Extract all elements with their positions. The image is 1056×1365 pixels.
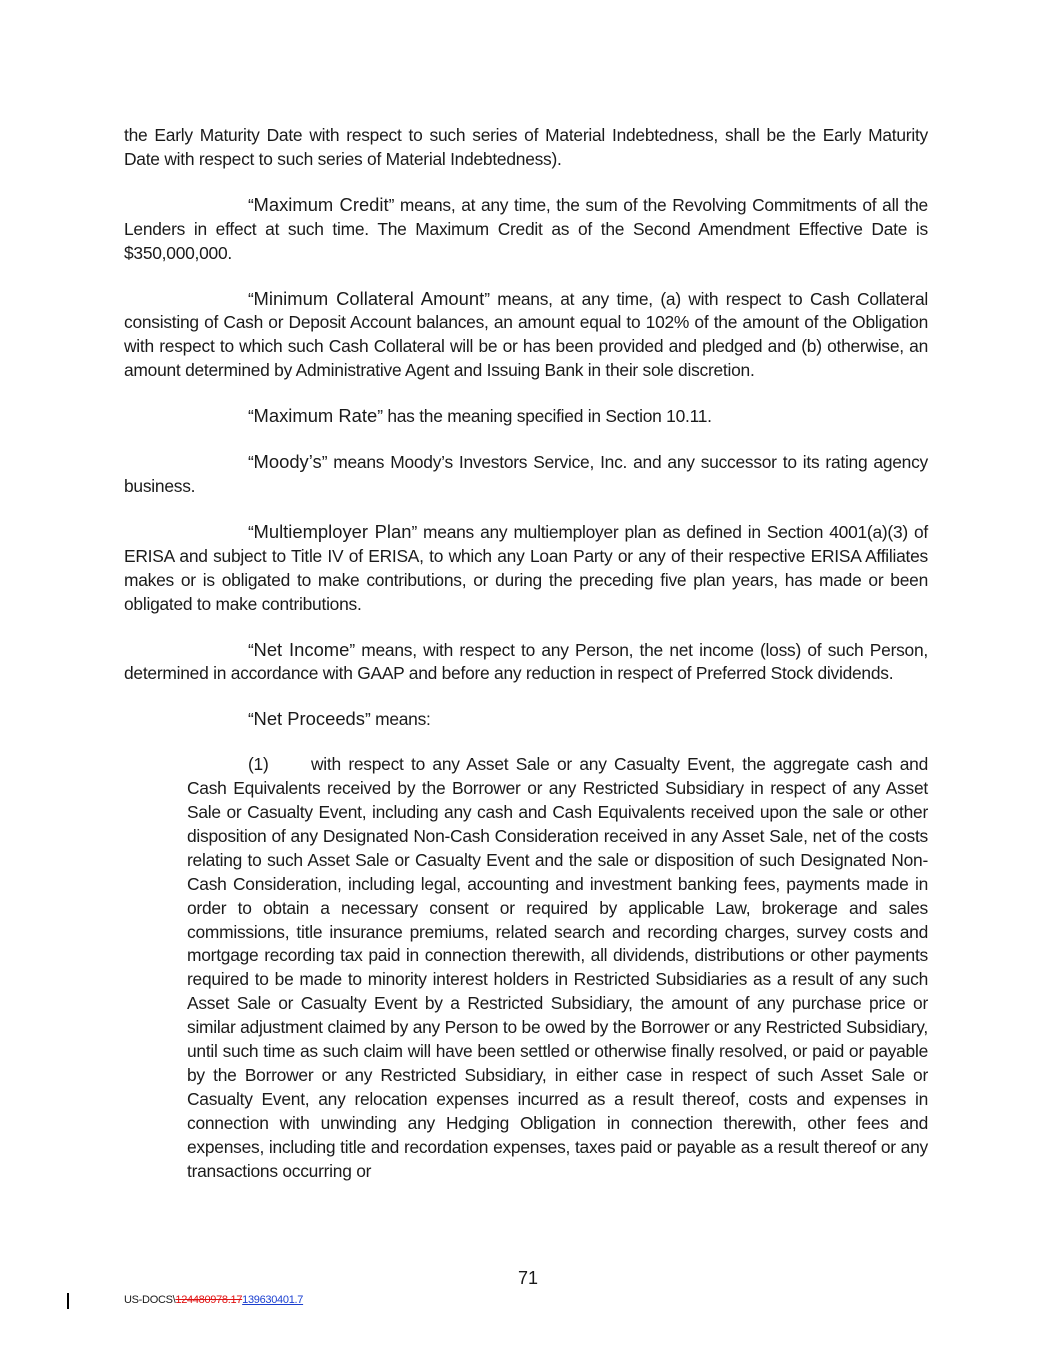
close-quote: ” xyxy=(411,521,417,542)
defined-term: Net Proceeds xyxy=(253,708,365,730)
document-id-footer xyxy=(124,1294,303,1306)
open-quote: “ xyxy=(248,709,254,730)
definition-text: means, with respect to any Person, the net income (loss) of such Person, determined in accordance with GAAP and before any reduction in respect of Preferred Stock dividends. xyxy=(124,639,928,684)
page-number: 71 xyxy=(517,1268,539,1288)
defined-term: Moody’s xyxy=(253,451,322,473)
definition-minimum-collateral-amount xyxy=(124,287,928,384)
revision-change-bar xyxy=(67,1293,69,1309)
open-quote: “ xyxy=(248,194,254,215)
defined-term: Net Income xyxy=(253,638,350,660)
definition-net-proceeds xyxy=(124,707,928,732)
document-body xyxy=(124,124,928,1184)
list-number: (1) xyxy=(248,754,269,775)
list-item-text: with respect to any Asset Sale or any Casualty Event, the aggregate cash and Cash Equivalents received by the Borrower or any Restricted Subsidiary in respect of any Asset Sale or Casualty Event, including any cash and Cash Equivalents received upon the sale or other disposition of any Designated Non-Cash Consideration received in any Asset Sale, net of the costs relating to such Asset Sale or Casualty Event and the sale or disposition of such Designated Non-Cash Consideration, including legal, accounting and investment banking fees, payments made in order to obtain a necessary consent or required by applicable Law, brokerage and sales commissions, title insurance premiums, related search and recording charges, survey costs and mortgage recording tax paid in connection therewith, all dividends, distributions or other payments required to be made to minority interest holders in Restricted Subsidiaries as a result of any such Asset Sale or Casualty Event by a Restricted Subsidiary, the amount of any purchase price or similar adjustment claimed by any Person to be owed by the Borrower or any Restricted Subsidiary, until such time as such claim will have been settled or otherwise finally resolved, or paid or payable by the Borrower or any Restricted Subsidiary, in either case in respect of such Asset Sale or Casualty Event, any relocation expenses incurred as a result thereof, costs and expenses in connection with unwinding any Hedging Obligation in connection therewith, other fees and expenses, including title and recordation expenses, taxes paid or payable as a result thereof or any transactions occurring or xyxy=(187,754,928,1181)
definition-text: means, at any time, (a) with respect to Cash Collateral consisting of Cash or Deposit Account balances, an amount equal to 102% of the amount of the Obligation with respect to which such Cash Collateral will be or has been provided and pledged and (b) otherwise, an amount determined by Administrative Agent and Issuing Bank in their sole discretion. xyxy=(124,288,928,381)
definition-text: means, at any time, the sum of the Revolving Commitments of all the Lenders in effect at such time. The Maximum Credit as of the Second Amendment Effective Date is $350,000,000. xyxy=(124,194,928,263)
open-quote: “ xyxy=(248,452,254,473)
definition-maximum-rate xyxy=(124,404,928,429)
close-quote: ” xyxy=(377,406,383,427)
definition-moodys xyxy=(124,450,928,499)
close-quote: ” xyxy=(364,709,371,730)
close-quote: ” xyxy=(321,452,328,473)
open-quote: “ xyxy=(248,639,254,660)
inserted-doc-id: 139630401.7 xyxy=(242,1294,304,1306)
close-quote: ” xyxy=(349,639,355,660)
deleted-doc-id: 124480978.17 xyxy=(175,1294,243,1306)
open-quote: “ xyxy=(248,288,254,309)
definition-text: means any multiemployer plan as defined in Section 4001(a)(3) of ERISA and subject to Title IV of ERISA, to which any Loan Party or any of their respective ERISA Affiliates makes or is obligated to make contributions, or during the preceding five plan years, has made or been obligated to make contributions. xyxy=(124,521,928,614)
open-quote: “ xyxy=(248,406,254,427)
defined-term: Maximum Credit xyxy=(253,193,389,215)
defined-term: Minimum Collateral Amount xyxy=(253,287,485,309)
defined-term: Multiemployer Plan xyxy=(253,520,412,542)
open-quote: “ xyxy=(248,521,254,542)
definition-net-income xyxy=(124,638,928,687)
definition-text: has the meaning specified in Section 10.11. xyxy=(382,406,712,427)
definition-multiemployer-plan xyxy=(124,520,928,617)
defined-term: Maximum Rate xyxy=(253,405,378,427)
definition-maximum-credit xyxy=(124,193,928,266)
paragraph-continuation: the Early Maturity Date with respect to such series of Material Indebtedness, shall be the Early Maturity Date with respect to such series of Material Indebtedness). xyxy=(124,125,928,169)
close-quote: ” xyxy=(484,288,490,309)
close-quote: ” xyxy=(388,194,395,215)
list-item-1 xyxy=(187,753,928,1183)
doc-id-prefix: US-DOCS\ xyxy=(124,1294,176,1306)
definition-text: means Moody’s Investors Service, Inc. and any successor to its rating agency business. xyxy=(124,452,928,496)
definition-text: means: xyxy=(370,709,431,730)
